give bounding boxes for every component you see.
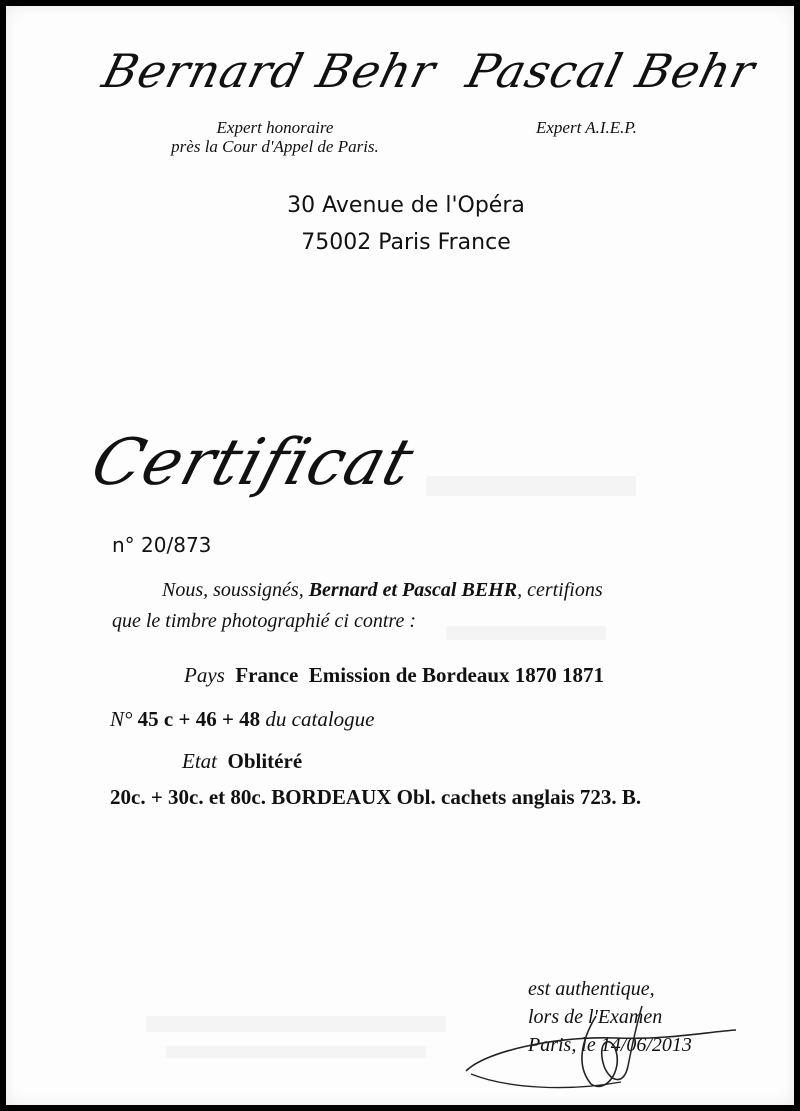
watermark-mark [166,1046,426,1058]
country-row [184,663,604,688]
condition-label: Etat [182,749,217,773]
address-city: 75002 Paris France [301,230,511,255]
authentic-line1: est authentique, [528,978,655,1000]
intro-text: Nous, soussignés, [162,579,309,601]
condition-row [182,749,302,774]
intro-line1 [162,579,603,602]
expert1-name: Bernard Behr [97,44,442,98]
handwritten-signature [446,996,746,1096]
number-suffix: du catalogue [265,707,375,731]
expert1-title [146,118,404,156]
watermark-mark [146,1016,446,1032]
watermark-mark [426,476,636,496]
number-label: N° [110,707,133,731]
number-value: 45 c + 46 + 48 [137,707,261,731]
condition-value: Oblitéré [227,749,303,773]
country-label: Pays [184,663,225,687]
expert1-title-line2: près la Cour d'Appel de Paris. [171,137,379,156]
stamp-description: 20c. + 30c. et 80c. BORDEAUX Obl. cachets anglais 723. B. [110,785,642,809]
certificate-title: Certificat [83,426,423,500]
country-value: France Emission de Bordeaux 1870 1871 [235,663,604,687]
intro-line2: que le timbre photographié ci contre : [112,610,417,632]
certificate-number: n° 20/873 [112,533,212,557]
authentic-line2: lors de l'Examen [528,1006,663,1028]
authentic-line3: Paris, le 14/06/2013 [528,1034,692,1056]
watermark-mark [446,626,606,640]
intro-text: , certifions [517,579,603,601]
catalogue-number-row [110,707,374,732]
address-street: 30 Avenue de l'Opéra [287,193,525,218]
certificate-sheet [6,6,794,1105]
expert1-title-line1: Expert honoraire [216,118,334,137]
intro-names: Bernard et Pascal BEHR [308,579,518,601]
expert2-name: Pascal Behr [461,44,761,98]
expert2-title: Expert A.I.E.P. [536,118,637,137]
